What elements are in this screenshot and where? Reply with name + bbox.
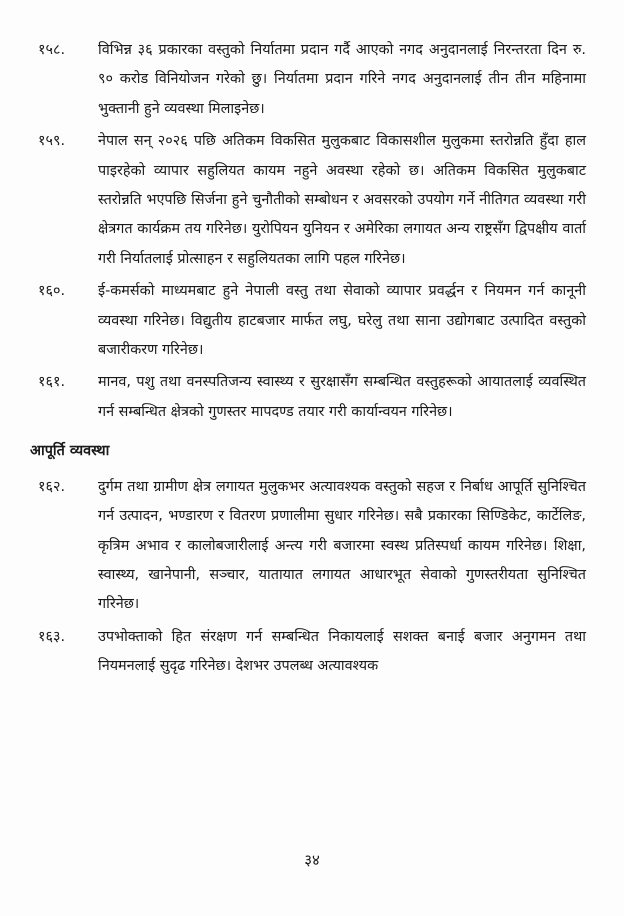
paragraph-text: विभिन्न ३६ प्रकारका वस्तुको निर्यातमा प्रदान गर्दै आएको नगद अनुदानलाई निरन्तरता दिन रु. ९० करोड विनियोजन गरेको छु। निर्यातमा प्रदान गरिने नगद अनुदानलाई तीन तीन महिनामा भुक्तानी हुने व्यवस्था मिलाइनेछ। [98, 42, 586, 117]
paragraph-161 [30, 368, 586, 427]
page-number: ३४ [304, 851, 320, 869]
paragraph-text: मानव, पशु तथा वनस्पतिजन्य स्वास्थ्य र सुरक्षासँग सम्बन्धित वस्तुहरूको आयातलाई व्यवस्थित गर्न सम्बन्धित क्षेत्रको गुणस्तर मापदण्ड तयार गरी कार्यान्वयन गरिनेछ। [98, 374, 586, 420]
paragraph-number: १६३. [38, 628, 66, 645]
paragraph-159 [30, 127, 586, 274]
paragraph-text: उपभोक्ताको हित संरक्षण गर्न सम्बन्धित निकायलाई सशक्त बनाई बजार अनुगमन तथा नियमनलाई सुदृढ गरिनेछ। देशभर उपलब्ध अत्यावश्यक [98, 628, 586, 675]
paragraph-number: १६१. [38, 374, 66, 391]
section-heading: आपूर्ति व्यवस्था [30, 443, 110, 460]
paragraph-162 [30, 473, 586, 620]
paragraph-number: १६०. [38, 283, 66, 300]
paragraph-text: नेपाल सन् २०२६ पछि अतिकम विकसित मुलुकबाट विकासशील मुलुकमा स्तरोन्नति हुँदा हाल पाइरहेको व्यापार सहुलियत कायम नहुने अवस्था रहेको छ। अतिकम विकसित मुलुकबाट स्तरोन्नति भएपछि सिर्जना हुने चुनौतीको सम्बोधन र अवसरको उपयोग गर्ने नीतिगत व्यवस्था गरी क्षेत्रगत कार्यक्रम तय गरिनेछ। युरोपियन युनियन र अमेरिका लगायत अन्य राष्ट्रसँग द्विपक्षीय वार्ता गरी निर्यातलाई प्रोत्साहन र सहुलियतका लागि पहल गरिनेछ। [98, 133, 586, 267]
paragraph-number: १५८. [38, 42, 66, 58]
paragraph-text: दुर्गम तथा ग्रामीण क्षेत्र लगायत मुलुकभर अत्यावश्यक वस्तुको सहज र निर्बाध आपूर्ति सुनिश्चित गर्न उत्पादन, भण्डारण र वितरण प्रणालीमा सुधार गरिनेछ। सबै प्रकारका सिण्डिकेट, कार्टेलिङ, कृत्रिम अभाव र कालोबजारीलाई अन्त्य गरी बजारमा स्वस्थ प्रतिस्पर्धा कायम गरिनेछ। शिक्षा, स्वास्थ्य, खानेपानी, सञ्चार, यातायात लगायत आधारभूत सेवाको गुणस्तरीयता सुनिश्चित गरिनेछ। [98, 478, 586, 613]
paragraph-number: १५९. [38, 133, 66, 150]
paragraph-163 [30, 623, 586, 682]
paragraph-158 [30, 36, 586, 124]
paragraph-number: १६२. [38, 478, 66, 495]
paragraph-160 [30, 277, 586, 365]
document-body [30, 36, 586, 685]
paragraph-text: ई-कमर्सको माध्यमबाट हुने नेपाली वस्तु तथा सेवाको व्यापार प्रवर्द्धन र नियमन गर्न कानूनी व्यवस्था गरिनेछ। विद्युतीय हाटबजार मार्फत लघु, घरेलु तथा साना उद्योगबाट उत्पादित वस्तुको बजारीकरण गरिनेछ। [98, 283, 586, 359]
